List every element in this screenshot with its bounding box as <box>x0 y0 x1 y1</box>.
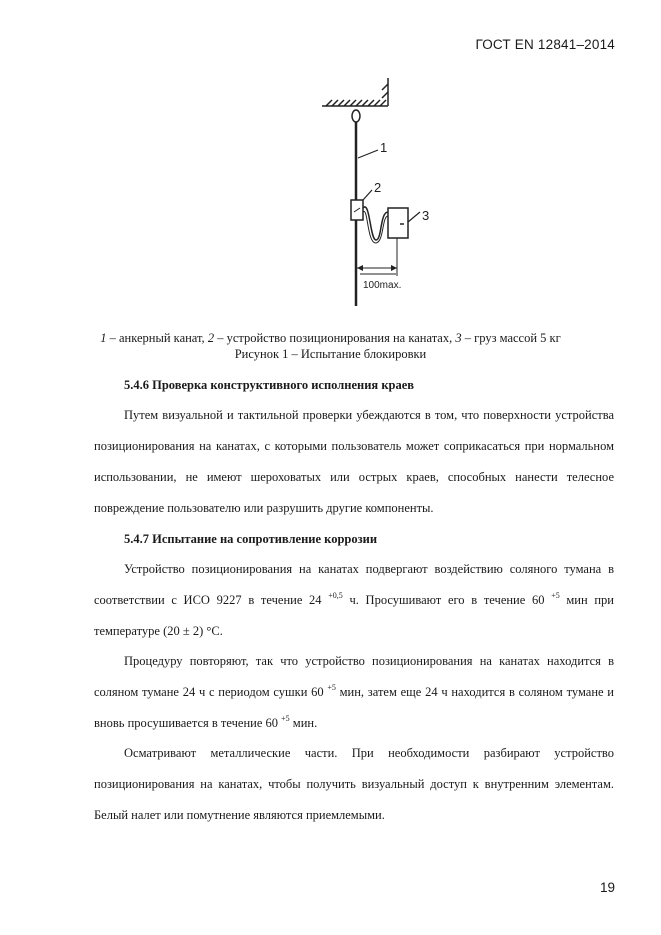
section-547-paragraph-2: Процедуру повторяют, так что устройство позиционирования на канатах находится в соляном тумане 24 ч с периодом сушки 60 $^{+5}$ мин, затем еще 24 ч находится в соляном тумане и вновь просушивается в течение 60 $^{+5}$ мин. <box>94 654 614 730</box>
anchor-ring <box>352 110 360 122</box>
label-2: 2 <box>374 180 382 195</box>
test-setup-figure <box>300 72 460 312</box>
section-546-text: Путем визуальной и тактильной проверки убеждаются в том, что поверхности устройства позиционирования на канатах, с которыми пользователь может соприкасаться при нормальном использовании, не имеют шероховатых или острых краев, способных нанести телесное повреждение пользователю или разрушить другие компоненты. <box>94 408 614 515</box>
page-number: 19 <box>599 880 615 895</box>
section-547-paragraph-1: Устройство позиционирования на канатах подвергают воздействию соляного тумана в соответствии с ИСО 9227 в течение 24 $^{+0,5}$ ч. Просушивают его в течение 60 $^{+5}$ мин при температуре (20 ± 2) °С. <box>94 562 614 638</box>
label-1: 1 <box>380 140 388 155</box>
section-546-title: 5.4.6 Проверка конструктивного исполнения краев <box>124 378 415 392</box>
document-header: ГОСТ EN 12841–2014 <box>475 37 615 52</box>
figure-legend: 1 – анкерный канат, 2 – устройство позиционирования на канатах, 3 – груз массой 5 кг <box>100 331 561 345</box>
test-mass <box>388 208 408 238</box>
dimension-label: 100max. <box>363 280 402 291</box>
label-3: 3 <box>422 208 430 223</box>
section-547-paragraph-3: Осматривают металлические части. При необходимости разбирают устройство позиционирования на канатах, чтобы получить визуальный доступ к внутренним элементам. Белый налет или помутнение являются приемлемыми. <box>94 746 614 822</box>
anchor-hatch <box>322 78 388 106</box>
figure-title: Рисунок 1 – Испытание блокировки <box>234 347 427 361</box>
section-547-title: 5.4.7 Испытание на сопротивление коррозии <box>124 532 378 546</box>
